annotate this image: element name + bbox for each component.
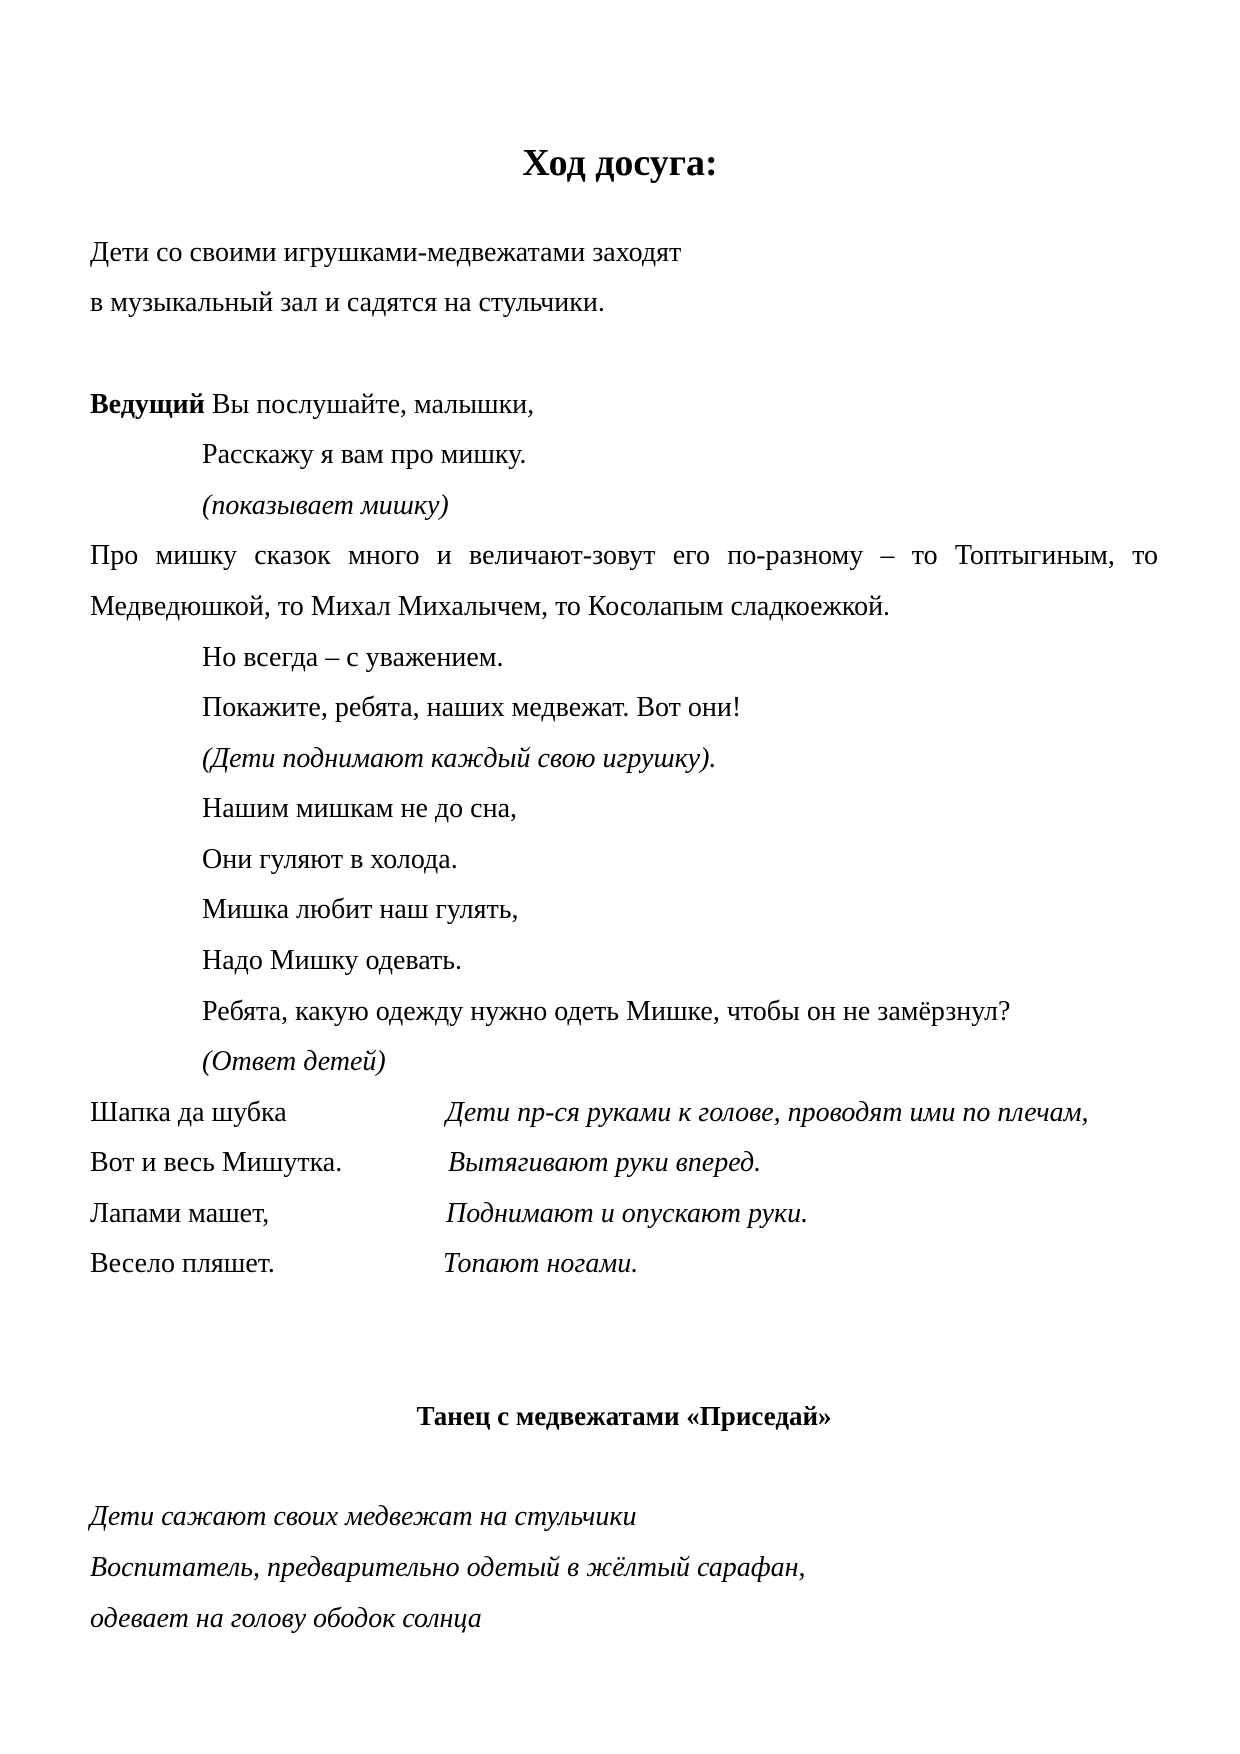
speaker-name: Ведущий bbox=[90, 389, 205, 420]
text-line: Но всегда – с уважением. bbox=[202, 642, 504, 673]
speaker-text: Вы послушайте, малышки, bbox=[211, 389, 535, 420]
poem-action: Топают ногами. bbox=[443, 1248, 639, 1279]
stage-direction: (Дети поднимают каждый свою игрушку). bbox=[202, 743, 717, 774]
intro-line: в музыкальный зал и садятся на стульчики. bbox=[90, 287, 605, 318]
outro-line: одевает на голову ободок солнца bbox=[90, 1603, 482, 1634]
poem-action: Поднимают и опускают руки. bbox=[446, 1198, 809, 1229]
poem-verse: Лапами машет, bbox=[90, 1198, 270, 1229]
poem-verse: Весело пляшет. bbox=[90, 1248, 275, 1279]
poem-verse: Вот и весь Мишутка. bbox=[90, 1147, 343, 1178]
outro-line: Воспитатель, предварительно одетый в жёлтый сарафан, bbox=[90, 1552, 806, 1583]
poem-action: Вытягивают руки вперед. bbox=[448, 1147, 762, 1178]
poem-verse: Шапка да шубка bbox=[90, 1097, 287, 1128]
dance-heading: Танец с медвежатами «Приседай» bbox=[416, 1401, 832, 1431]
text-line: Про мишку сказок много и величают-зовут его по-разному – то Топтыгиным, то bbox=[90, 540, 1158, 571]
text-line: Ребята, какую одежду нужно одеть Мишке, чтобы он не замёрзнул? bbox=[202, 996, 1011, 1027]
outro-line: Дети сажают своих медвежат на стульчики bbox=[90, 1501, 637, 1532]
text-line: Покажите, ребята, наших медвежат. Вот они! bbox=[202, 692, 742, 723]
text-line: Нашим мишкам не до сна, bbox=[202, 793, 517, 824]
page-title: Ход досуга: bbox=[522, 142, 718, 184]
stage-direction: (Ответ детей) bbox=[202, 1046, 386, 1077]
stage-direction: (показывает мишку) bbox=[202, 490, 449, 521]
text-line: Надо Мишку одевать. bbox=[202, 945, 462, 976]
poem-action: Дети пр-ся руками к голове, проводят ими по плечам, bbox=[446, 1097, 1089, 1128]
text-line: Мишка любит наш гулять, bbox=[202, 894, 519, 925]
text-line: Медведюшкой, то Михал Михалычем, то Косолапым сладкоежкой. bbox=[90, 591, 891, 622]
speaker-line bbox=[90, 380, 534, 430]
text-line: Они гуляют в холода. bbox=[202, 844, 458, 875]
text-line: Расскажу я вам про мишку. bbox=[202, 439, 527, 470]
intro-line: Дети со своими игрушками-медвежатами заходят bbox=[90, 237, 682, 268]
